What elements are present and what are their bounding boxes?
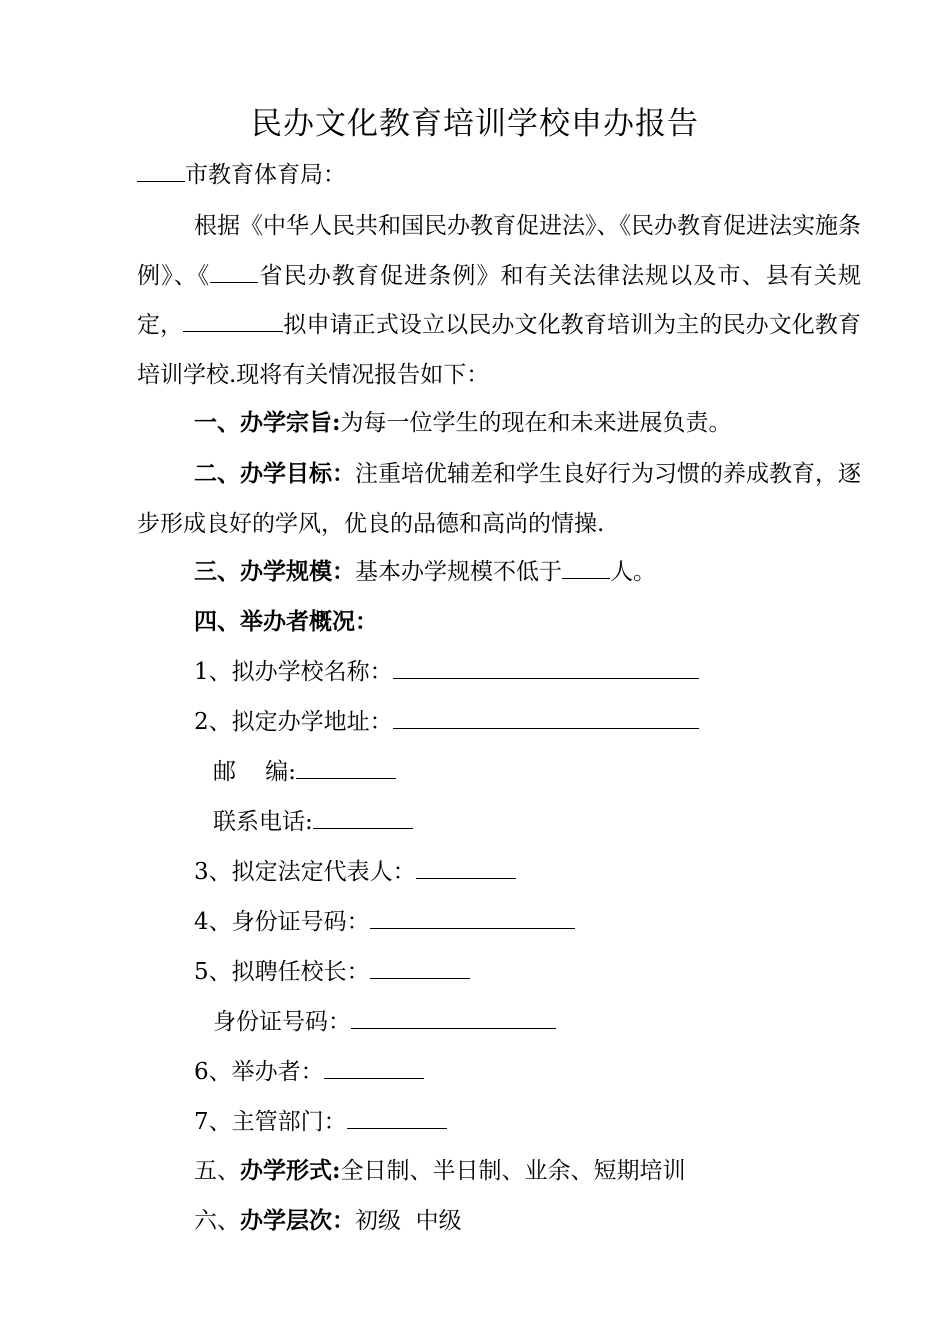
field-phone-label: 联系电话:	[213, 809, 313, 835]
field-department	[194, 1105, 447, 1139]
section-2-label: 二、办学目标：	[194, 460, 355, 487]
section-3	[194, 555, 656, 589]
field-id-number	[194, 905, 575, 939]
section-5-prefix: 五、	[194, 1158, 240, 1184]
applicant-blank	[183, 309, 283, 332]
field-organizer	[194, 1055, 424, 1089]
field-phone	[213, 805, 413, 839]
section-6	[194, 1204, 462, 1238]
field-principal-id	[213, 1005, 556, 1039]
section-6-label: 办学层次：	[240, 1207, 355, 1234]
document-title: 民办文化教育培训学校申办报告	[251, 106, 699, 142]
recipient-city-blank	[137, 159, 185, 182]
section-3-label: 三、办学规模：	[194, 558, 355, 585]
field-school-address	[194, 705, 699, 739]
section-2-text: 注重培优辅差和学生良好行为习惯的养成教育，逐步形成良好的学风，优良的品德和高尚的情操.	[137, 461, 861, 537]
field-school-address-blank	[393, 706, 699, 729]
field-school-name	[194, 655, 699, 689]
section-1	[194, 406, 732, 440]
field-school-address-label: 2、拟定办学地址：	[194, 709, 393, 735]
field-organizer-label: 6、举办者：	[194, 1059, 324, 1085]
field-department-label: 7、主管部门：	[194, 1109, 347, 1135]
section-3-text-after: 人。	[610, 559, 656, 585]
field-postcode	[213, 755, 396, 789]
field-id-number-label: 4、身份证号码：	[194, 909, 370, 935]
recipient-text: 市教育体育局：	[185, 162, 346, 188]
field-postcode-label: 邮 编:	[213, 759, 296, 785]
recipient-line	[137, 158, 346, 192]
field-postcode-blank	[296, 756, 396, 779]
field-school-name-blank	[393, 656, 699, 679]
section-3-text-before: 基本办学规模不低于	[355, 559, 562, 585]
field-organizer-blank	[324, 1056, 424, 1079]
intro-text-3: 拟申请正式设立以民办文化教育培训为主的民办文化教育培训学校.现将有关情况报告如下：	[137, 312, 862, 388]
scale-blank	[562, 556, 610, 579]
field-id-number-blank	[370, 906, 575, 929]
field-phone-blank	[313, 806, 413, 829]
field-principal-label: 5、拟聘任校长：	[194, 959, 370, 985]
field-school-name-label: 1、拟办学校名称：	[194, 659, 393, 685]
field-principal	[194, 955, 470, 989]
intro-text-1: 根据《中华人民共和国民办教育促进法》、《民办教育促进法实施条例》、《	[137, 213, 861, 289]
section-2	[137, 449, 861, 549]
field-legal-rep	[194, 855, 516, 889]
field-principal-id-blank	[351, 1006, 556, 1029]
section-5	[194, 1154, 686, 1188]
section-5-label: 办学形式:	[240, 1157, 341, 1184]
field-principal-id-label: 身份证号码：	[213, 1009, 351, 1035]
field-principal-blank	[370, 956, 470, 979]
section-5-text: 全日制、半日制、业余、短期培训	[340, 1158, 686, 1184]
section-6-text: 初级 中级	[355, 1208, 462, 1234]
intro-text-2: 省民办教育促进条例》和有关法律法规以及市、县有关规定，	[137, 262, 862, 338]
section-4-label: 四、举办者概况：	[194, 608, 378, 635]
intro-paragraph	[137, 202, 861, 400]
field-department-blank	[347, 1106, 447, 1129]
field-legal-rep-blank	[416, 856, 516, 879]
section-1-label: 一、办学宗旨:	[194, 409, 341, 436]
section-1-text: 为每一位学生的现在和未来进展负责。	[340, 410, 732, 436]
province-blank	[210, 260, 258, 283]
section-6-prefix: 六、	[194, 1208, 240, 1234]
field-legal-rep-label: 3、拟定法定代表人：	[194, 859, 416, 885]
